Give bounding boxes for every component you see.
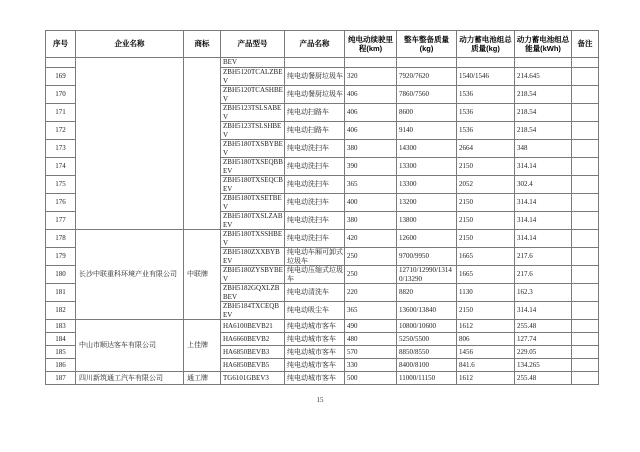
battery-mass-cell — [457, 58, 515, 68]
serial-cell — [46, 58, 76, 68]
table-row — [46, 230, 599, 248]
product-name-cell: 纯电动清洗车 — [285, 284, 345, 302]
battery-energy-cell — [515, 58, 572, 68]
note-cell — [572, 104, 599, 122]
range-cell: 250 — [345, 248, 397, 266]
battery-mass-cell: 2664 — [457, 140, 515, 158]
curb-mass-cell: 13200 — [397, 194, 457, 212]
range-cell: 406 — [345, 86, 397, 104]
battery-energy-cell: 218.54 — [515, 86, 572, 104]
table-body — [46, 58, 599, 385]
model-cell: HA6660BEVB2 — [221, 333, 285, 346]
product-name-cell: 纯电动洗扫车 — [285, 230, 345, 248]
note-cell — [572, 248, 599, 266]
serial-cell: 174 — [46, 158, 76, 176]
range-cell — [345, 58, 397, 68]
note-cell — [572, 302, 599, 320]
battery-mass-cell: 841.6 — [457, 359, 515, 372]
battery-energy-cell: 314.14 — [515, 194, 572, 212]
range-cell: 220 — [345, 284, 397, 302]
product-name-cell: 纯电动城市客车 — [285, 320, 345, 333]
model-cell: ZBH5180TXSLZABEV — [221, 212, 285, 230]
product-name-cell: 纯电动城市客车 — [285, 372, 345, 385]
battery-energy-cell: 314.14 — [515, 230, 572, 248]
curb-mass-cell: 14300 — [397, 140, 457, 158]
range-cell: 406 — [345, 122, 397, 140]
battery-energy-cell: 229.05 — [515, 346, 572, 359]
curb-mass-cell: 12600 — [397, 230, 457, 248]
curb-mass-cell: 13600/13840 — [397, 302, 457, 320]
serial-cell: 181 — [46, 284, 76, 302]
battery-mass-cell: 1456 — [457, 346, 515, 359]
product-name-cell: 纯电动车厢可卸式垃圾车 — [285, 248, 345, 266]
battery-mass-cell: 1612 — [457, 320, 515, 333]
table-row — [46, 320, 599, 333]
trademark-cell: 通工牌 — [184, 372, 221, 385]
battery-mass-cell: 2150 — [457, 302, 515, 320]
note-cell — [572, 86, 599, 104]
serial-cell: 180 — [46, 266, 76, 284]
range-cell: 250 — [345, 266, 397, 284]
model-cell: ZBH5180TXSEQCBEV — [221, 176, 285, 194]
range-cell: 400 — [345, 194, 397, 212]
serial-cell: 175 — [46, 176, 76, 194]
note-cell — [572, 176, 599, 194]
battery-energy-cell: 255.48 — [515, 320, 572, 333]
curb-mass-cell: 8600 — [397, 104, 457, 122]
curb-mass-cell — [397, 58, 457, 68]
serial-cell: 172 — [46, 122, 76, 140]
battery-energy-cell: 255.48 — [515, 372, 572, 385]
trademark-cell: 上佳牌 — [184, 320, 221, 372]
serial-cell: 171 — [46, 104, 76, 122]
battery-mass-cell: 2052 — [457, 176, 515, 194]
company-cell — [76, 58, 184, 230]
battery-energy-cell: 302.4 — [515, 176, 572, 194]
curb-mass-cell: 9700/9950 — [397, 248, 457, 266]
note-cell — [572, 68, 599, 86]
model-cell: ZBH5180ZYSBYBEV — [221, 266, 285, 284]
battery-mass-cell: 1536 — [457, 122, 515, 140]
page-number: 15 — [316, 396, 324, 404]
battery-energy-cell: 314.14 — [515, 302, 572, 320]
curb-mass-cell: 7920/7620 — [397, 68, 457, 86]
note-cell — [572, 284, 599, 302]
model-cell: HA6850BEVB3 — [221, 346, 285, 359]
serial-cell: 170 — [46, 86, 76, 104]
model-cell: ZBH5120TCASHBEV — [221, 86, 285, 104]
battery-mass-cell: 1130 — [457, 284, 515, 302]
product-name-cell — [285, 58, 345, 68]
note-cell — [572, 212, 599, 230]
note-cell — [572, 266, 599, 284]
model-cell: ZBH5184TXCEQBEV — [221, 302, 285, 320]
battery-mass-cell: 1536 — [457, 86, 515, 104]
note-cell — [572, 359, 599, 372]
battery-mass-cell: 2150 — [457, 158, 515, 176]
note-cell — [572, 346, 599, 359]
range-cell: 390 — [345, 158, 397, 176]
model-cell: ZBH5180TXSSHBEV — [221, 230, 285, 248]
header-battery-energy: 动力蓄电池组总能量(kWh) — [515, 31, 572, 58]
battery-energy-cell: 314.14 — [515, 158, 572, 176]
range-cell: 380 — [345, 212, 397, 230]
company-cell: 四川新筑通工汽车有限公司 — [76, 372, 184, 385]
battery-energy-cell: 314.14 — [515, 212, 572, 230]
range-cell: 365 — [345, 176, 397, 194]
trademark-cell — [184, 58, 221, 230]
trademark-cell: 中联牌 — [184, 230, 221, 320]
model-cell: ZBH5180TXSEQBBEV — [221, 158, 285, 176]
curb-mass-cell: 11000/11150 — [397, 372, 457, 385]
serial-cell: 182 — [46, 302, 76, 320]
curb-mass-cell: 5250/5500 — [397, 333, 457, 346]
serial-cell: 178 — [46, 230, 76, 248]
product-name-cell: 纯电动压缩式垃圾车 — [285, 266, 345, 284]
serial-cell: 173 — [46, 140, 76, 158]
battery-energy-cell: 127.74 — [515, 333, 572, 346]
model-cell: HA6850BEVB5 — [221, 359, 285, 372]
serial-cell: 176 — [46, 194, 76, 212]
product-name-cell: 纯电动扫路车 — [285, 122, 345, 140]
battery-energy-cell: 214.645 — [515, 68, 572, 86]
serial-cell: 187 — [46, 372, 76, 385]
serial-cell: 186 — [46, 359, 76, 372]
product-name-cell: 纯电动洗扫车 — [285, 194, 345, 212]
battery-energy-cell: 134.265 — [515, 359, 572, 372]
curb-mass-cell: 13300 — [397, 176, 457, 194]
battery-mass-cell: 2150 — [457, 194, 515, 212]
curb-mass-cell: 8850/8550 — [397, 346, 457, 359]
curb-mass-cell: 8400/8100 — [397, 359, 457, 372]
table-header-row — [46, 31, 599, 58]
serial-cell: 184 — [46, 333, 76, 346]
model-cell: HA6100BEVB21 — [221, 320, 285, 333]
product-name-cell: 纯电动餐厨垃圾车 — [285, 86, 345, 104]
model-cell: TG6101GBEV3 — [221, 372, 285, 385]
battery-mass-cell: 2150 — [457, 230, 515, 248]
battery-energy-cell: 162.3 — [515, 284, 572, 302]
company-cell: 中山市顺达客车有限公司 — [76, 320, 184, 372]
product-name-cell: 纯电动扫路车 — [285, 104, 345, 122]
product-name-cell: 纯电动城市客车 — [285, 359, 345, 372]
note-cell — [572, 140, 599, 158]
note-cell — [572, 58, 599, 68]
curb-mass-cell: 9140 — [397, 122, 457, 140]
battery-energy-cell: 218.54 — [515, 122, 572, 140]
product-name-cell: 纯电动洗扫车 — [285, 140, 345, 158]
note-cell — [572, 320, 599, 333]
header-note: 备注 — [572, 31, 599, 58]
note-cell — [572, 158, 599, 176]
range-cell: 380 — [345, 140, 397, 158]
note-cell — [572, 372, 599, 385]
battery-mass-cell: 1665 — [457, 248, 515, 266]
battery-energy-cell: 218.54 — [515, 104, 572, 122]
range-cell: 365 — [345, 302, 397, 320]
battery-mass-cell: 1612 — [457, 372, 515, 385]
range-cell: 330 — [345, 359, 397, 372]
battery-mass-cell: 1536 — [457, 104, 515, 122]
curb-mass-cell: 13300 — [397, 158, 457, 176]
range-cell: 490 — [345, 320, 397, 333]
serial-cell: 179 — [46, 248, 76, 266]
product-name-cell: 纯电动洗扫车 — [285, 176, 345, 194]
range-cell: 420 — [345, 230, 397, 248]
curb-mass-cell: 12710/12990/13140/13290 — [397, 266, 457, 284]
model-cell: ZBH5123TSLSABEV — [221, 104, 285, 122]
product-name-cell: 纯电动洗扫车 — [285, 212, 345, 230]
header-product-name: 产品名称 — [285, 31, 345, 58]
model-cell: ZBH5180TXSBYBEV — [221, 140, 285, 158]
curb-mass-cell: 13800 — [397, 212, 457, 230]
model-cell: ZBH5180ZXXBYBEV — [221, 248, 285, 266]
range-cell: 406 — [345, 104, 397, 122]
battery-mass-cell: 1540/1546 — [457, 68, 515, 86]
header-trademark: 商标 — [184, 31, 221, 58]
battery-energy-cell: 217.6 — [515, 266, 572, 284]
table-row — [46, 58, 599, 68]
product-name-cell: 纯电动城市客车 — [285, 346, 345, 359]
battery-mass-cell: 2150 — [457, 212, 515, 230]
header-company: 企业名称 — [76, 31, 184, 58]
header-curb-mass: 整车整备质量(kg) — [397, 31, 457, 58]
product-name-cell: 纯电动洗扫车 — [285, 158, 345, 176]
range-cell: 480 — [345, 333, 397, 346]
vehicle-catalog-table — [45, 30, 599, 385]
battery-energy-cell: 217.6 — [515, 248, 572, 266]
serial-cell: 169 — [46, 68, 76, 86]
range-cell: 500 — [345, 372, 397, 385]
range-cell: 320 — [345, 68, 397, 86]
header-range: 纯电动续驶里程(km) — [345, 31, 397, 58]
curb-mass-cell: 7860/7560 — [397, 86, 457, 104]
note-cell — [572, 194, 599, 212]
product-name-cell: 纯电动城市客车 — [285, 333, 345, 346]
model-cell: ZBH5182GQXLZBBEV — [221, 284, 285, 302]
product-name-cell: 纯电动餐厨垃圾车 — [285, 68, 345, 86]
note-cell — [572, 230, 599, 248]
model-cell: ZBH5180TXSETBEV — [221, 194, 285, 212]
model-cell: BEV — [221, 58, 285, 68]
product-name-cell: 纯电动吸尘车 — [285, 302, 345, 320]
serial-cell: 177 — [46, 212, 76, 230]
note-cell — [572, 333, 599, 346]
serial-cell: 183 — [46, 320, 76, 333]
serial-cell: 185 — [46, 346, 76, 359]
curb-mass-cell: 10800/10600 — [397, 320, 457, 333]
header-serial: 序号 — [46, 31, 76, 58]
header-battery-mass: 动力蓄电池组总质量(kg) — [457, 31, 515, 58]
battery-mass-cell: 806 — [457, 333, 515, 346]
company-cell: 长沙中联重科环境产业有限公司 — [76, 230, 184, 320]
model-cell: ZBH5123TSLSHBEV — [221, 122, 285, 140]
model-cell: ZBH5120TCALZBEV — [221, 68, 285, 86]
table-row — [46, 372, 599, 385]
range-cell: 570 — [345, 346, 397, 359]
battery-energy-cell: 348 — [515, 140, 572, 158]
header-model: 产品型号 — [221, 31, 285, 58]
note-cell — [572, 122, 599, 140]
battery-mass-cell: 1665 — [457, 266, 515, 284]
curb-mass-cell: 8820 — [397, 284, 457, 302]
